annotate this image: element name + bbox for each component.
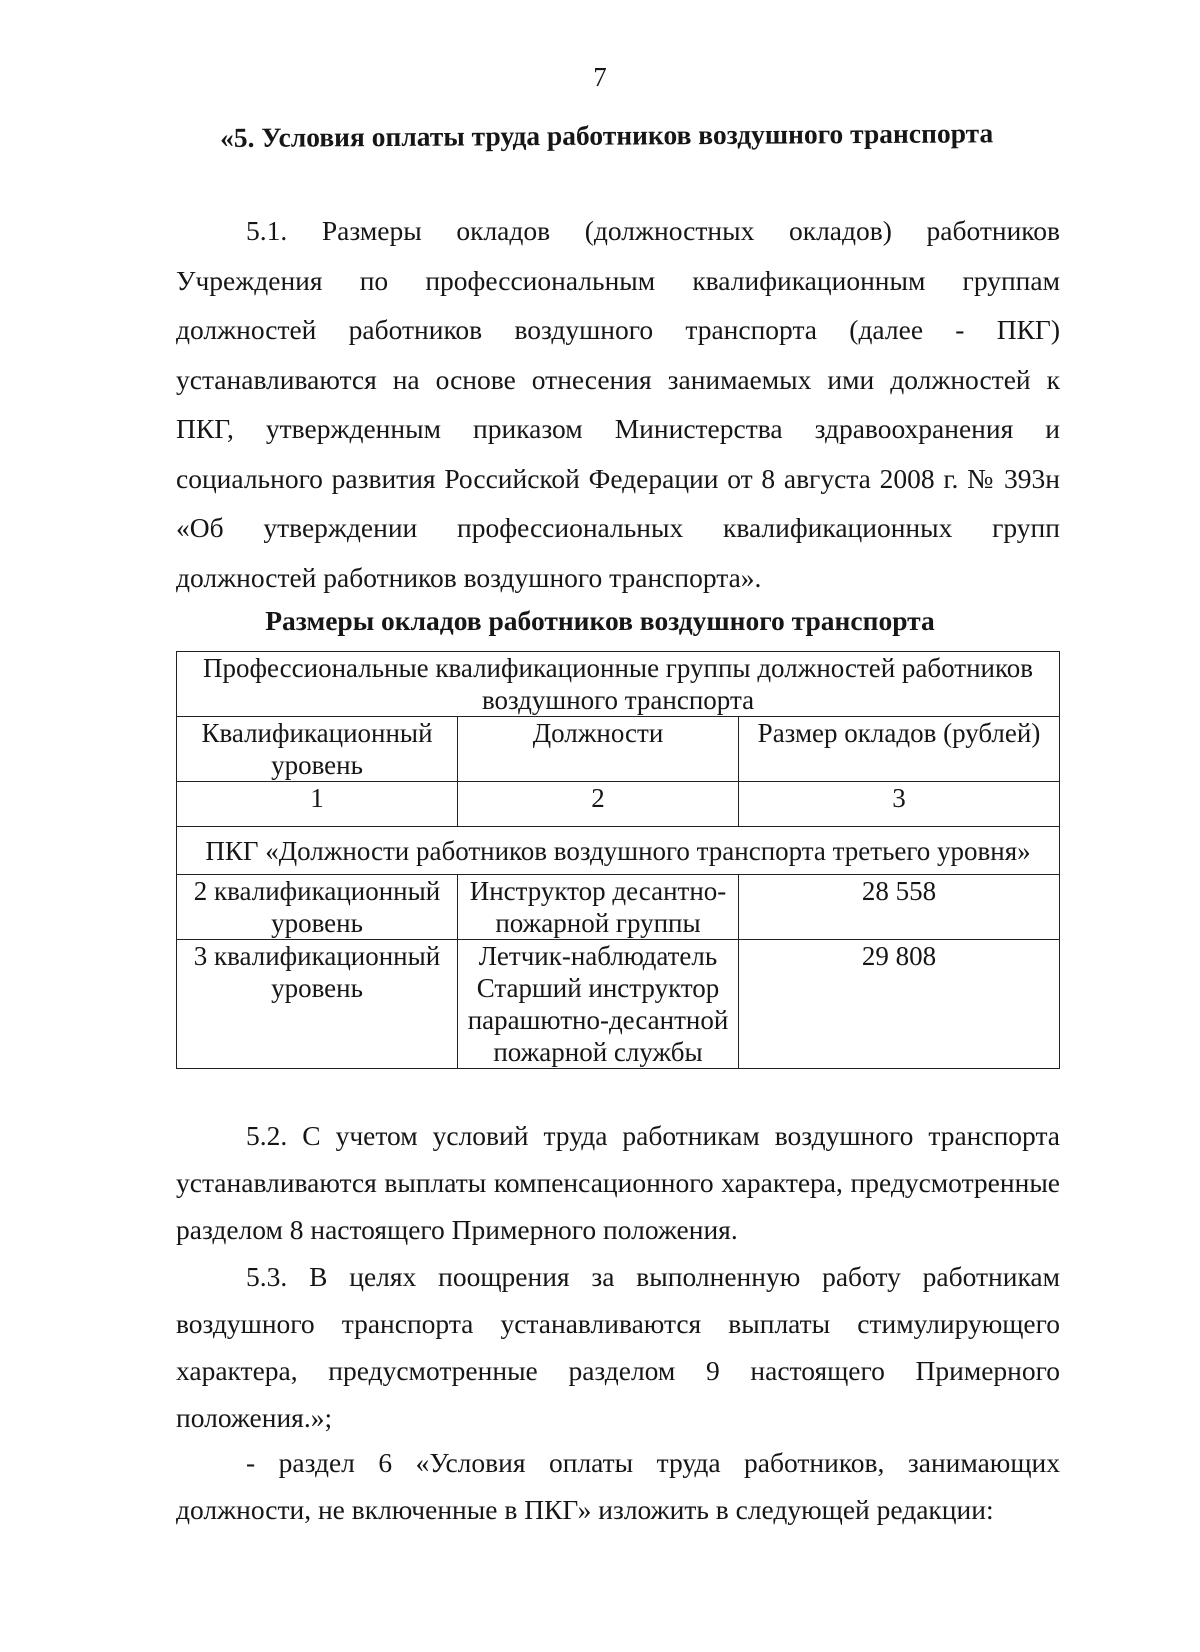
paragraph-5-1-text: 5.1. Размеры окладов (должностных окладов) работников Учреждения по профессиональным квалификационным группам должностей работников воздушного транспорта (далее - ПКГ) устанавливаются на основе отнесения занимаемых ими должностей к ПКГ, утвержденным приказом Министерства здравоохранения и социального развития Российской Федерации от 8 августа 2008 г. № 393н «Об утверждении профессиональных квалификационных групп должностей работников воздушного транспорта». — [176, 215, 1060, 593]
table-group-header: Профессиональные квалификационные группы должностей работников воздушного транспорта — [177, 652, 1060, 717]
paragraph-section-6-text: - раздел 6 «Условия оплаты труда работников, занимающих должности, не включенные в ПКГ» изложить в следующей редакции: — [176, 1447, 1060, 1525]
column-header-positions: Должности — [458, 717, 739, 782]
paragraph-5-3-text: 5.3. В целях поощрения за выполненную работу работникам воздушного транспорта устанавливаются выплаты стимулирующего характера, предусмотренные разделом 9 настоящего Примерного положения.»; — [176, 1261, 1060, 1433]
section-heading: «5. Условия оплаты труда работников воздушного транспорта — [220, 117, 994, 153]
paragraph-5-2-text: 5.2. С учетом условий труда работникам воздушного транспорта устанавливаются выплаты компенсационного характера, предусмотренные разделом 8 настоящего Примерного положения. — [176, 1120, 1060, 1245]
paragraph-section-6-amendment — [176, 1439, 1060, 1533]
table-title: Размеры окладов работников воздушного транспорта — [265, 605, 935, 636]
page-number: 7 — [593, 62, 607, 92]
column-number: 2 — [458, 782, 739, 827]
paragraph-5-3 — [176, 1253, 1060, 1441]
table-row — [177, 875, 1060, 940]
pkg-group-label: ПКГ «Должности работников воздушного транспорта третьего уровня» — [177, 827, 1060, 875]
table-column-header-row — [177, 717, 1060, 782]
column-header-salary: Размер окладов (рублей) — [739, 717, 1060, 782]
column-header-level: Квалификационный уровень — [177, 717, 458, 782]
salary-table — [176, 651, 1060, 1069]
table-group-header-row — [177, 652, 1060, 717]
table-pkg-row — [177, 827, 1060, 875]
qualification-level-cell: 3 квалификационный уровень — [177, 940, 458, 1069]
table-row — [177, 940, 1060, 1069]
positions-cell: Летчик-наблюдатель Старший инструктор парашютно-десантной пожарной службы — [458, 940, 739, 1069]
column-number: 3 — [739, 782, 1060, 827]
table-column-number-row — [177, 782, 1060, 827]
salary-cell: 29 808 — [739, 940, 1060, 1069]
qualification-level-cell: 2 квалификационный уровень — [177, 875, 458, 940]
column-number: 1 — [177, 782, 458, 827]
paragraph-5-1 — [176, 206, 1060, 602]
paragraph-5-2 — [176, 1112, 1060, 1253]
positions-cell: Инструктор десантно-пожарной группы — [458, 875, 739, 940]
salary-cell: 28 558 — [739, 875, 1060, 940]
